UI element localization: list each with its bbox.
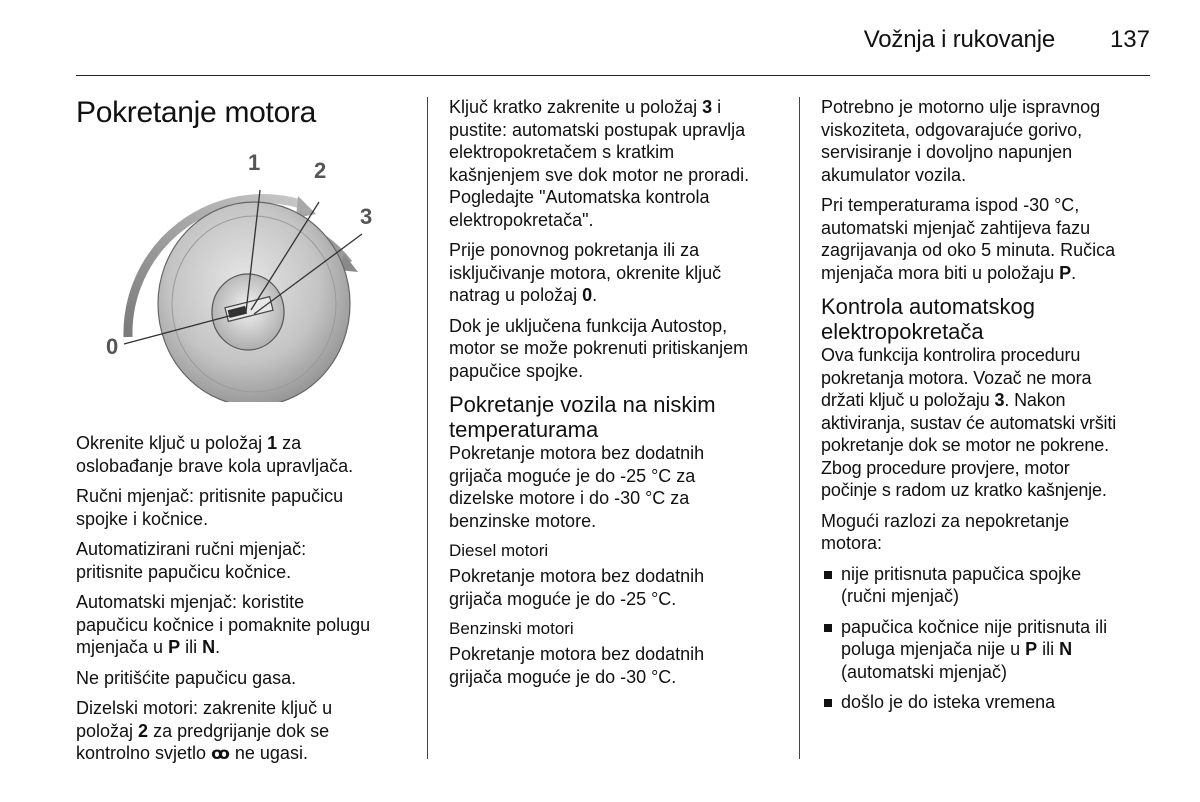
column-2 bbox=[449, 96, 785, 696]
paragraph: Pri temperaturama ispod -30 °C, automatski mjenjač zahtijeva fazu zagrijavanja od oko 5 minuta. Ručica mjenjača mora biti u položaju P. bbox=[821, 195, 1116, 283]
ignition-switch-illustration bbox=[76, 142, 376, 402]
page-header bbox=[76, 22, 1150, 58]
position-label-0: 0 bbox=[106, 334, 119, 359]
paragraph: Pokretanje motora bez dodatnih grijača moguće je do -25 °C. bbox=[449, 566, 705, 609]
paragraph: Ne pritišćite papučicu gasa. bbox=[76, 667, 297, 688]
paragraph: Dizelski motori: zakrenite ključ u položaj 2 za predgrijanje dok se kontrolno svjetlo ꝏ ne ugasi. bbox=[76, 698, 333, 764]
bullet-list bbox=[821, 563, 1156, 714]
column-divider bbox=[427, 97, 428, 759]
column-1 bbox=[76, 96, 416, 774]
section-title: Pokretanje motora bbox=[76, 96, 317, 129]
subsection-title: Pokretanje vozila na niskim temperaturama bbox=[449, 392, 716, 442]
ignition-figure bbox=[76, 142, 376, 402]
position-label-1: 1 bbox=[248, 150, 261, 175]
glow-plug-icon: ꝏ bbox=[211, 744, 230, 764]
paragraph: Mogući razlozi za nepokretanje motora: bbox=[821, 510, 1070, 553]
bullet-square-icon bbox=[824, 624, 832, 632]
page-number: 137 bbox=[1109, 26, 1150, 53]
paragraph: Dok je uključena funkcija Autostop, motor se može pokrenuti pritiskanjem papučice spojke. bbox=[449, 315, 749, 381]
paragraph: Automatizirani ručni mjenjač: pritisnite papučicu kočnice. bbox=[76, 539, 307, 582]
petrol-heading: Benzinski motori bbox=[449, 619, 574, 638]
column-divider bbox=[799, 97, 800, 759]
position-label-2: 2 bbox=[314, 158, 327, 183]
list-item: papučica kočnice nije pritisnuta ili poluga mjenjača nije u P ili N (automatski mjenjač) bbox=[821, 616, 1156, 684]
paragraph: Automatski mjenjač: koristite papučicu kočnice i pomaknite polugu mjenjača u P ili N. bbox=[76, 592, 371, 657]
paragraph: Pokretanje motora bez dodatnih grijača moguće je do -30 °C. bbox=[449, 644, 705, 687]
position-label-3: 3 bbox=[360, 204, 373, 229]
paragraph: Ključ kratko zakrenite u položaj 3 i pustite: automatski postupak upravlja elektropokretačem s kratkim kašnjenjem sve dok motor ne proradi. Pogledajte "Automatska kontrola elektropokretača". bbox=[449, 97, 750, 230]
subsection-title: Kontrola automatskog elektropokretača bbox=[821, 294, 1036, 344]
paragraph: Okrenite ključ u položaj 1 za oslobađanje brave kola upravljača. bbox=[76, 433, 354, 476]
list-item: nije pritisnuta papučica spojke (ručni mjenjač) bbox=[821, 563, 1156, 608]
bullet-square-icon bbox=[824, 699, 832, 707]
paragraph: Ova funkcija kontrolira proceduru pokretanja motora. Vozač ne mora držati ključ u položaju 3. Nakon aktiviranja, sustav će automatski vršiti pokretanje dok se motor ne pokrene. Zbog procedure provjere, motor počinje s radom uz kratko kašnjenje. bbox=[821, 345, 1117, 500]
column-3 bbox=[821, 96, 1156, 722]
paragraph: Potrebno je motorno ulje ispravnog viskoziteta, odgovarajuće gorivo, servisiranje i dovoljno napunjen akumulator vozila. bbox=[821, 97, 1101, 185]
paragraph: Pokretanje motora bez dodatnih grijača moguće je do -25 °C za dizelske motore i do -30 °C za benzinske motore. bbox=[449, 443, 705, 531]
list-item: došlo je do isteka vremena bbox=[821, 691, 1156, 714]
bullet-square-icon bbox=[824, 571, 832, 579]
running-header-title: Vožnja i rukovanje bbox=[863, 26, 1055, 53]
header-rule bbox=[76, 75, 1150, 76]
paragraph: Ručni mjenjač: pritisnite papučicu spojke i kočnice. bbox=[76, 486, 344, 529]
paragraph: Prije ponovnog pokretanja ili za isključivanje motora, okrenite ključ natrag u položaj 0. bbox=[449, 240, 722, 305]
diesel-heading: Diesel motori bbox=[449, 541, 549, 560]
